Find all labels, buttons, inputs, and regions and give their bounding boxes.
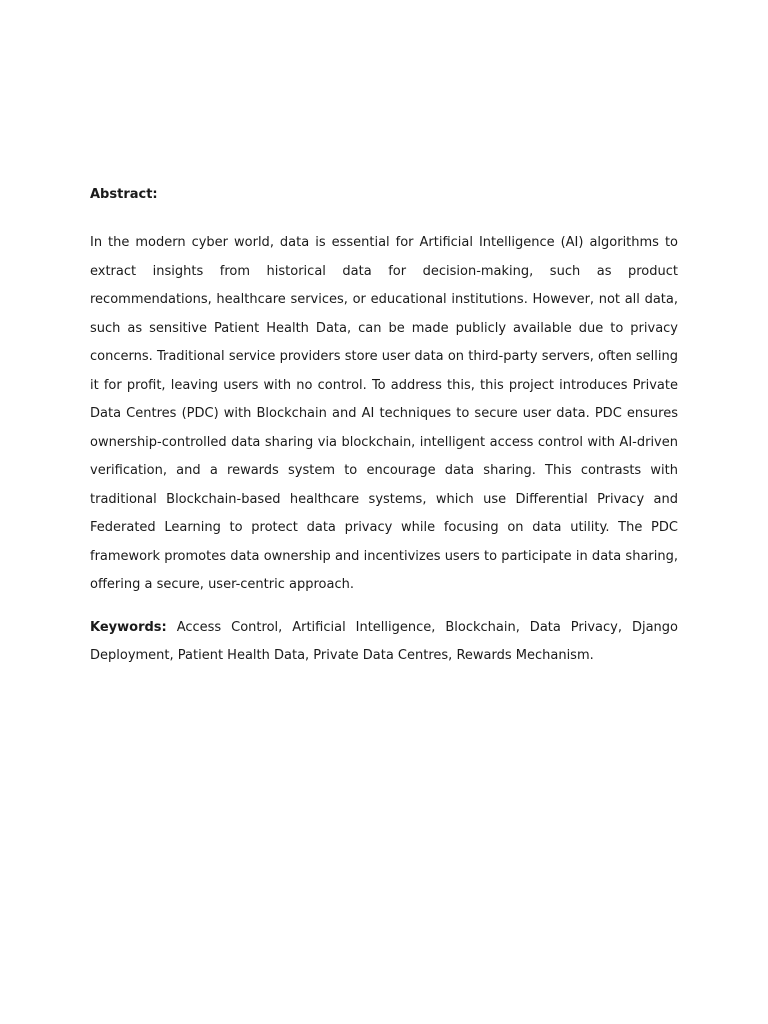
keywords-paragraph [90,614,678,671]
abstract-body: In the modern cyber world, data is essential for Artificial Intelligence (AI) algorithms to extract insights from historical data for decision-making, such as product recommendations, healthcare services, or educational institutions. However, not all data, such as sensitive Patient Health Data, can be made publicly available due to privacy concerns. Traditional service providers store user data on third-party servers, often selling it for profit, leaving users with no control. To address this, this project introduces Private Data Centres (PDC) with Blockchain and AI techniques to secure user data. PDC ensures ownership-controlled data sharing via blockchain, intelligent access control with AI-driven verification, and a rewards system to encourage data sharing. This contrasts with traditional Blockchain-based healthcare systems, which use Differential Privacy and Federated Learning to protect data privacy while focusing on data utility. The PDC framework promotes data ownership and incentivizes users to participate in data sharing, offering a secure, user-centric approach. [90,235,678,592]
keywords-label: Keywords: [90,619,167,635]
document-page [90,185,678,671]
keywords-text: Access Control, Artificial Intelligence, Blockchain, Data Privacy, Django Deployment, Patient Health Data, Private Data Centres, Rewards Mechanism. [90,619,678,663]
abstract-heading: Abstract: [90,187,158,202]
